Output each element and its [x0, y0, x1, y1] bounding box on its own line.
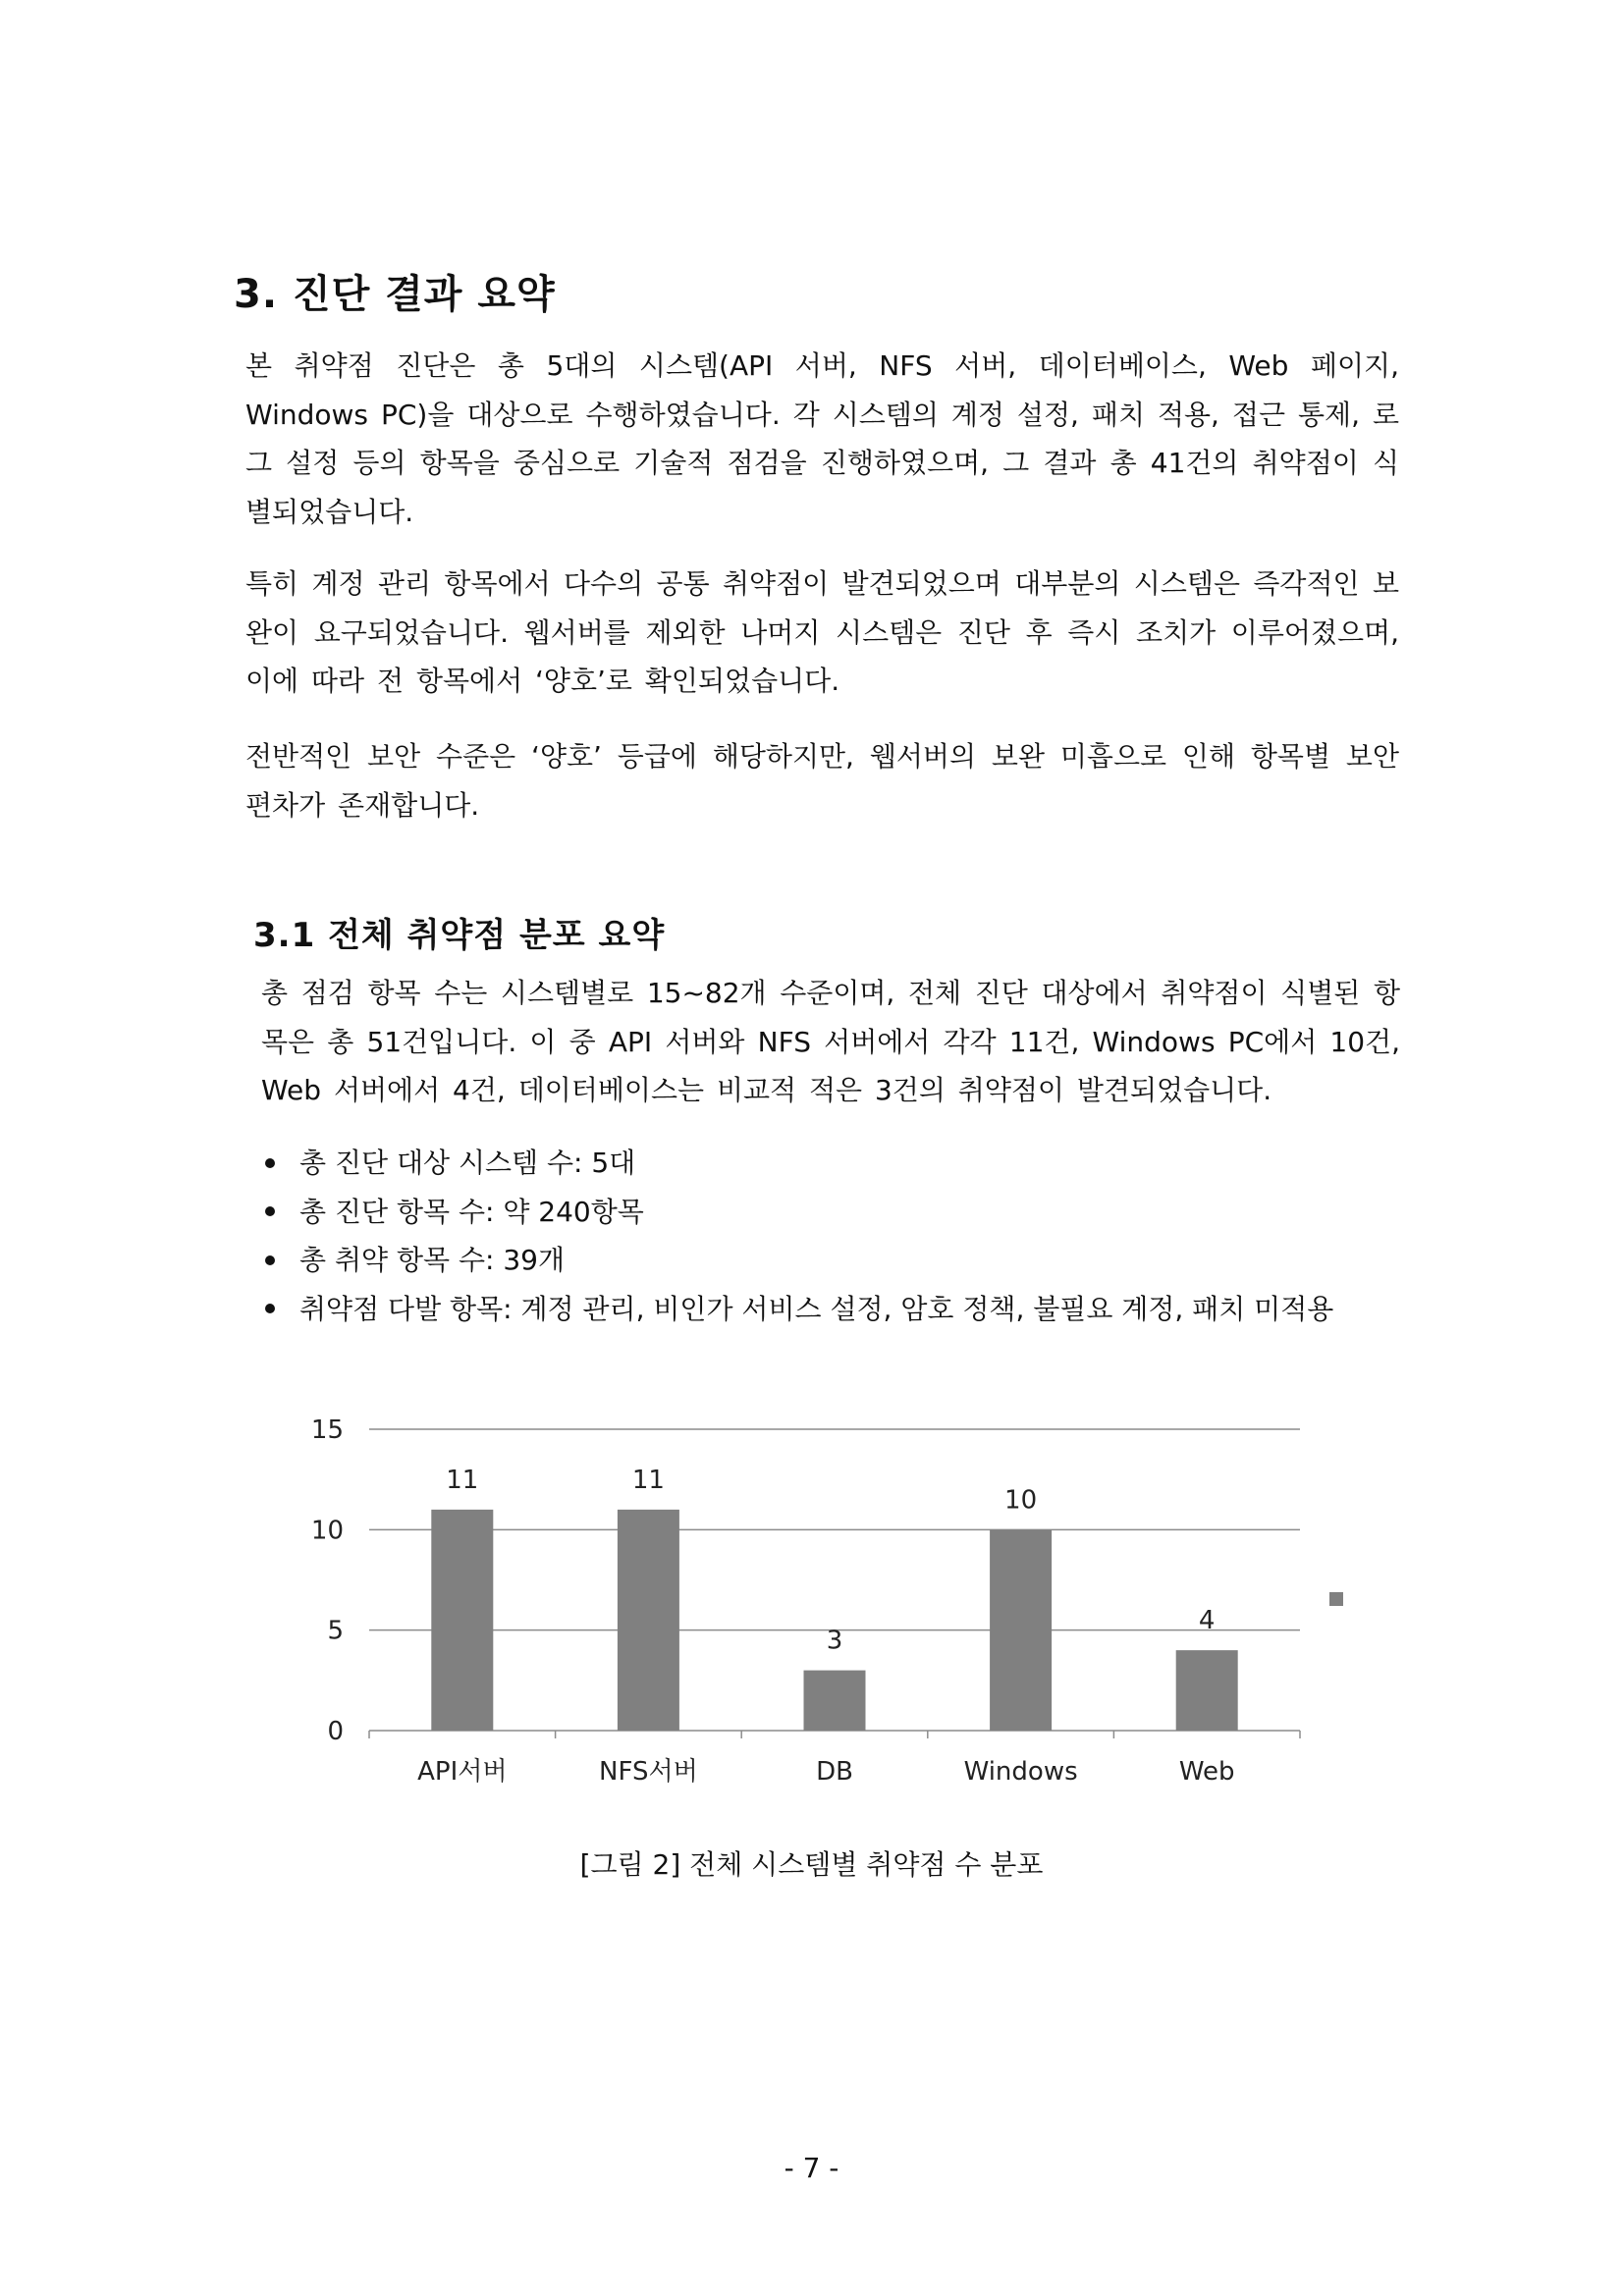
- bullet-item: [253, 1139, 1333, 1188]
- bar: [990, 1529, 1052, 1731]
- page-number: - 7 -: [784, 2152, 839, 2184]
- data-label: 3: [826, 1626, 843, 1656]
- vulnerability-bar-chart: [295, 1394, 1375, 1806]
- x-tick-label: Web: [1178, 1757, 1235, 1787]
- data-label: 10: [1004, 1485, 1038, 1516]
- bullet-text: 취약점 다발 항목: 계정 관리, 비인가 서비스 설정, 암호 정책, 불필요 계정, 패치 미적용: [299, 1292, 1334, 1325]
- figure-caption: [그림 2] 전체 시스템별 취약점 수 분포: [579, 1848, 1044, 1881]
- subsection-title: 3.1 전체 취약점 분포 요약: [253, 916, 666, 955]
- section-paragraph-2: 특히 계정 관리 항목에서 다수의 공통 취약점이 발견되었으며 대부분의 시스템은 즉각적인 보완이 요구되었습니다. 웹서버를 제외한 나머지 시스템은 진단 후 즉시 조치가 이루어졌으며, 이에 따라 전 항목에서 ‘양호’로 확인되었습니다.: [245, 567, 1399, 697]
- bullet-text: 총 취약 항목 수: 39개: [299, 1244, 566, 1276]
- x-tick-label: NFS서버: [599, 1757, 698, 1787]
- section-paragraph-1: 본 취약점 진단은 총 5대의 시스템(API 서버, NFS 서버, 데이터베이스, Web 페이지, Windows PC)을 대상으로 수행하였습니다. 각 시스템의 계정 설정, 패치 적용, 접근 통제, 로그 설정 등의 항목을 중심으로 기술적 점검을 진행하였으며, 그 결과 총 41건의 취약점이 식별되었습니다.: [245, 349, 1399, 528]
- subsection-paragraph: 총 점검 항목 수는 시스템별로 15~82개 수준이며, 전체 진단 대상에서 취약점이 식별된 항목은 총 51건입니다. 이 중 API 서버와 NFS 서버에서 각각 11건, Windows PC에서 10건, Web 서버에서 4건, 데이터베이스는 비교적 적은 3건의 취약점이 발견되었습니다.: [261, 977, 1400, 1106]
- bar: [618, 1510, 679, 1731]
- bullet-item: [253, 1188, 1333, 1237]
- data-label: 4: [1198, 1606, 1216, 1636]
- bullet-icon: [265, 1255, 275, 1265]
- bar: [1176, 1650, 1238, 1731]
- bullet-icon: [265, 1304, 275, 1313]
- section-paragraph-3: 전반적인 보안 수준은 ‘양호’ 등급에 해당하지만, 웹서버의 보완 미흡으로 인해 항목별 보안 편차가 존재합니다.: [245, 740, 1399, 822]
- summary-bullet-list: [253, 1139, 1333, 1333]
- bullet-icon: [265, 1158, 275, 1168]
- x-tick-label: API서버: [417, 1757, 508, 1787]
- data-label: 11: [631, 1465, 665, 1495]
- y-tick-label: 0: [327, 1717, 344, 1746]
- bar: [431, 1510, 493, 1731]
- bullet-text: 총 진단 대상 시스템 수: 5대: [299, 1147, 636, 1179]
- section-title: 3. 진단 결과 요약: [234, 272, 556, 317]
- data-label: 11: [446, 1465, 479, 1495]
- y-tick-label: 5: [327, 1616, 344, 1646]
- bullet-item: [253, 1285, 1333, 1334]
- bullet-item: [253, 1236, 1333, 1285]
- x-tick-label: Windows: [963, 1757, 1078, 1787]
- bullet-text: 총 진단 항목 수: 약 240항목: [299, 1195, 644, 1228]
- x-tick-label: DB: [816, 1757, 853, 1787]
- bullet-icon: [265, 1206, 275, 1216]
- legend-marker-icon: [1329, 1592, 1343, 1606]
- y-tick-label: 10: [310, 1516, 344, 1546]
- bar: [804, 1671, 866, 1731]
- y-tick-label: 15: [310, 1415, 344, 1445]
